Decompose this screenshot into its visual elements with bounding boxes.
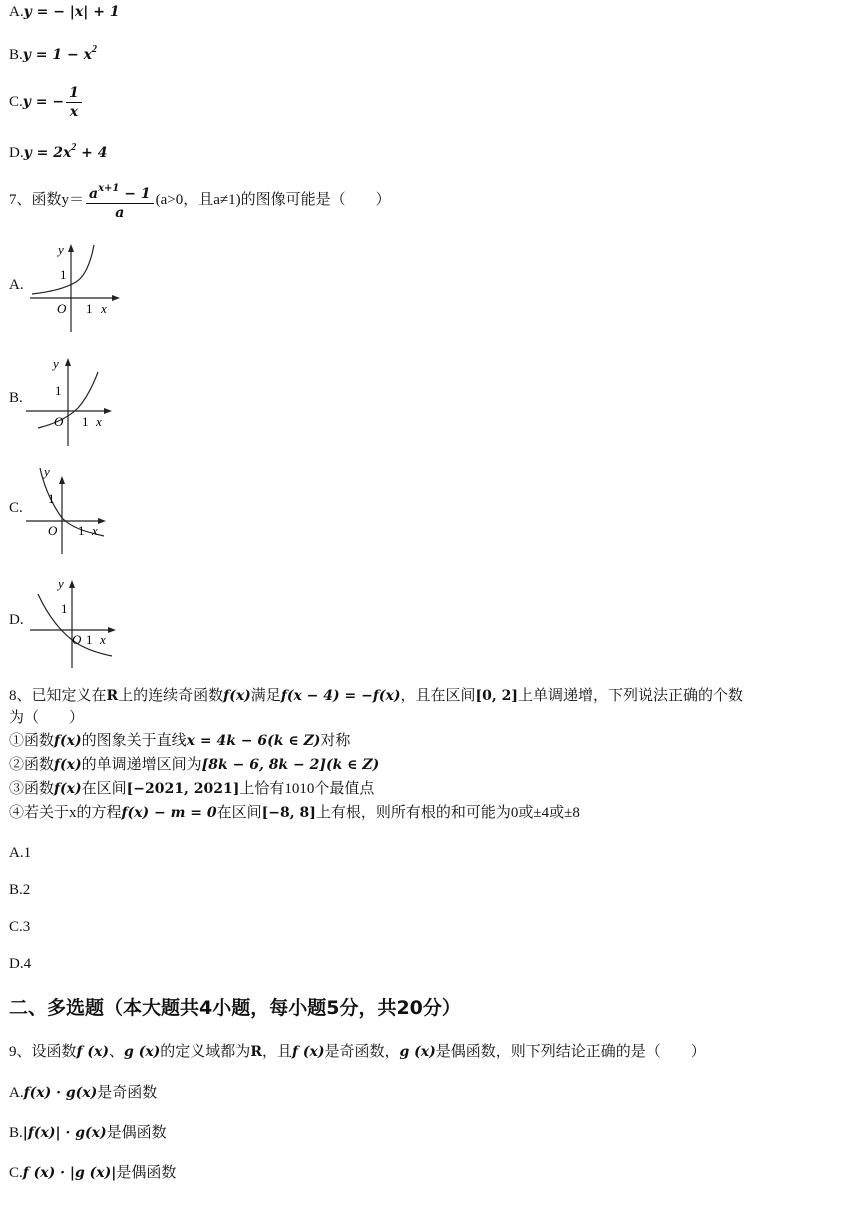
q8-statement-3 [9,779,374,799]
option-math: y = − [22,94,65,110]
stem-text: 的图象关于直线 [81,733,187,749]
q8-option-a: A.1 [9,845,32,861]
stem-text: 的单调递增区间为 [81,757,202,773]
math: f(x) [54,733,82,749]
num-base: a [89,185,99,202]
stem-text: 在区间 [216,805,262,821]
x-axis-label: x [100,632,106,647]
stem-text: 上恰有1010个最值点 [239,781,375,797]
y-axis-label: y [53,356,59,371]
y-one-label: 1 [55,383,62,398]
option-text: 是奇函数 [97,1085,158,1101]
y-axis-label: y [44,464,50,479]
option-text: 是偶函数 [106,1125,167,1141]
x-axis-label: x [96,414,102,429]
q9-option-b [9,1123,167,1143]
math: g (x) [124,1044,161,1060]
math: f(x − 4) = −f(x) [280,688,401,704]
q8-option-d: D.4 [9,956,32,972]
q9-stem [9,1042,706,1062]
option-math: y = − |x| + 1 [23,4,120,20]
q8-statement-4 [9,803,580,823]
math: f(x) [54,757,82,773]
q7-option-b-graph [24,352,119,450]
x-one-label: 1 [78,523,85,538]
stem-text: ①函数 [9,733,55,749]
q7-stem [9,178,391,222]
superscript: 2 [91,44,97,55]
y-one-label: 1 [61,601,68,616]
stem-text: 对称 [320,733,351,749]
option-text: 是偶函数 [116,1165,177,1181]
y-axis-arrow [68,244,74,252]
q8-stem-line1 [9,686,743,706]
q6-option-c [9,82,84,122]
option-math: + 4 [76,145,108,161]
x-axis-arrow [112,295,120,301]
math: [0, 2] [475,688,518,704]
denominator: x [69,104,79,121]
x-axis-arrow [104,408,112,414]
stem-text: 8、已知定义在 [9,688,107,704]
numerator: 1 [66,84,82,103]
stem-text: 7、函数y＝ [9,192,85,208]
stem-text: ③函数 [9,781,55,797]
fraction [66,84,82,121]
q7-option-c-graph [24,462,119,560]
math-R: R [250,1044,262,1060]
math: f(x) [54,781,82,797]
math: [8k − 6, 8k − 2](k ∈ Z) [201,757,380,773]
math: [−2021, 2021] [126,781,240,797]
q8-option-c: C.3 [9,919,31,935]
num-rest: − 1 [119,185,151,202]
q6-option-d [9,138,108,163]
q8-option-b: B.2 [9,882,31,898]
option-label: B. [9,47,23,63]
origin-label: O [48,523,58,538]
denominator: a [115,204,125,221]
option-math: y = 2x [23,145,72,161]
stem-text: 的定义域都为 [160,1044,251,1060]
math: g (x) [399,1044,436,1060]
q7-option-d-graph [28,574,123,672]
option-math: f(x) · g(x) [23,1085,98,1101]
q6-option-a [9,2,120,22]
option-label: C. [9,1165,23,1181]
origin-label: O [72,632,82,647]
q9-option-a [9,1083,157,1103]
superscript: 2 [71,142,77,153]
section-heading: 二、多选题（本大题共4小题，每小题5分，共20分） [9,997,461,1019]
stem-text: 在区间 [81,781,127,797]
option-label: A. [9,4,24,20]
math: f(x) − m = 0 [121,805,217,821]
option-math: y = 1 − x [22,47,92,63]
option-math: f (x) · |g (x)| [22,1165,117,1181]
stem-text: 上的连续奇函数 [118,688,224,704]
stem-text: (a>0，且a≠1)的图像可能是（ ） [155,192,391,208]
x-axis-label: x [92,523,98,538]
x-axis-label: x [101,301,107,316]
x-one-label: 1 [86,301,93,316]
stem-text: 是奇函数， [324,1044,400,1060]
x-one-label: 1 [86,632,93,647]
math: [−8, 8] [261,805,316,821]
q7-option-c-label: C. [9,500,23,516]
q9-option-c [9,1163,176,1183]
origin-label: O [57,301,67,316]
numerator [86,180,154,204]
x-axis-arrow [108,627,116,633]
q8-stem-line2: 为（ ） [9,710,85,726]
option-label: A. [9,1085,24,1101]
option-math: |f(x)| · g(x) [22,1125,107,1141]
q7-option-b-label: B. [9,390,23,406]
stem-text: ②函数 [9,757,55,773]
math-R: R [106,688,119,704]
fraction [86,180,154,222]
y-axis-arrow [65,358,71,366]
stem-text: 满足 [250,688,281,704]
stem-text: 9、设函数 [9,1044,77,1060]
y-one-label: 1 [48,491,55,506]
y-axis-arrow [69,580,75,588]
y-one-label: 1 [60,267,67,282]
math: f (x) [76,1044,110,1060]
q8-statement-2 [9,755,379,775]
y-axis-label: y [58,576,64,591]
stem-text: ，且在区间 [400,688,476,704]
math: f (x) [291,1044,325,1060]
stem-text: 、 [109,1044,125,1060]
q8-statement-1 [9,731,350,751]
option-label: B. [9,1125,23,1141]
q7-option-a-graph [28,238,123,336]
q6-option-b [9,40,97,65]
math: f(x) [223,688,251,704]
x-one-label: 1 [82,414,89,429]
stem-text: ，且 [261,1044,292,1060]
option-label: C. [9,94,23,110]
y-axis-label: y [58,242,64,257]
stem-text: 是偶函数，则下列结论正确的是（ ） [435,1044,706,1060]
stem-text: ④若关于x的方程 [9,805,122,821]
math: x = 4k − 6(k ∈ Z) [186,733,321,749]
superscript: x+1 [98,182,120,194]
q7-option-a-label: A. [9,277,24,293]
x-axis-arrow [98,518,106,524]
q7-option-d-label: D. [9,612,24,628]
stem-text: 上有根，则所有根的和可能为0或±4或±8 [315,805,580,821]
y-axis-arrow [59,476,65,484]
option-label: D. [9,145,24,161]
stem-text: 上单调递增，下列说法正确的个数 [517,688,743,704]
origin-label: O [54,414,64,429]
